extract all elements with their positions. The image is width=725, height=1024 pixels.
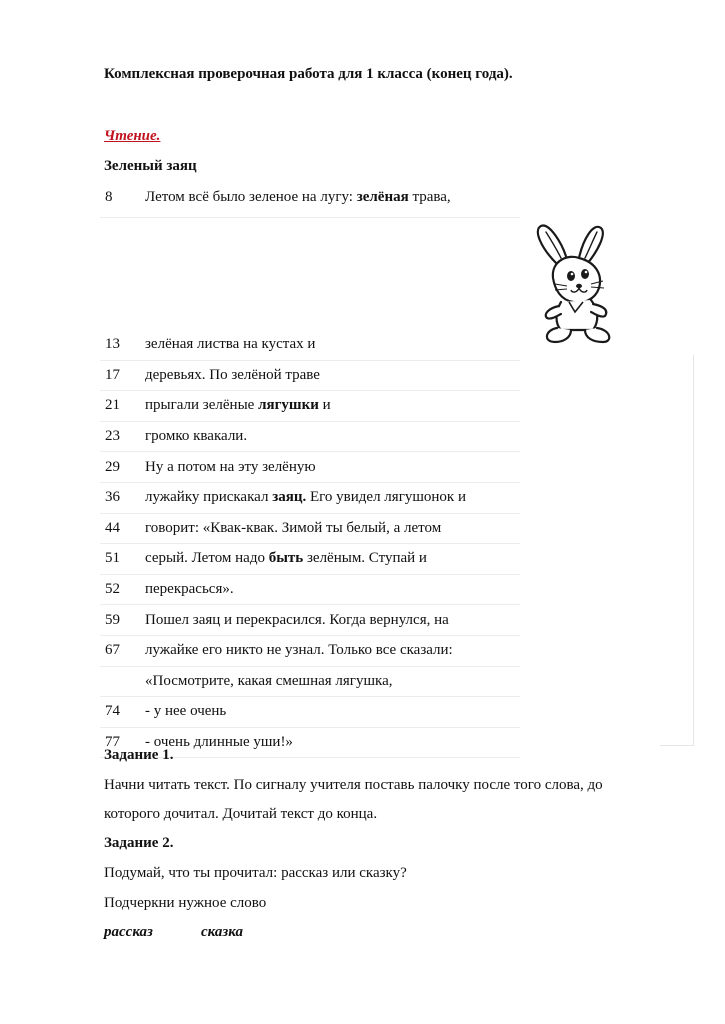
text-row <box>100 452 520 483</box>
word-count: 59 <box>105 611 120 628</box>
section-heading: Чтение. <box>104 128 161 144</box>
row-text: говорит: «Квак-квак. Зимой ты белый, а летом <box>145 519 442 536</box>
text-row <box>100 575 520 606</box>
row-text: Ну а потом на эту зелёную <box>145 458 316 475</box>
row-text: серый. Летом надо быть зелёным. Ступай и <box>145 550 427 567</box>
row-divider <box>100 217 520 218</box>
word-count: 67 <box>105 642 120 659</box>
text-row <box>100 544 520 575</box>
word-count: 13 <box>105 336 120 353</box>
word-count: 77 <box>105 734 120 751</box>
task1-text-line: которого дочитал. Дочитай текст до конца. <box>104 806 378 822</box>
option-skazka[interactable]: сказка <box>201 924 243 940</box>
word-count: 21 <box>105 397 120 414</box>
text-row <box>100 483 520 514</box>
task1-heading: Задание 1. <box>104 747 174 763</box>
task1-text-line: Начни читать текст. По сигналу учителя поставь палочку после того слова, до <box>104 777 603 793</box>
reading-table <box>100 182 520 758</box>
row-text: Пошел заяц и перекрасился. Когда вернулся, на <box>145 611 449 628</box>
text-row <box>100 391 520 422</box>
text-row <box>100 330 520 361</box>
word-count: 29 <box>105 458 120 475</box>
text-row <box>100 182 520 330</box>
row-text: перекрасься». <box>145 581 234 598</box>
text-row <box>100 636 520 667</box>
word-count: 8 <box>105 189 113 205</box>
row-text: «Посмотрите, какая смешная лягушка, <box>145 672 393 689</box>
word-count: 51 <box>105 550 120 567</box>
bunny-illustration <box>527 218 633 348</box>
row-text: Летом всё было зеленое на лугу: зелёная трава, <box>145 189 451 205</box>
word-count: 23 <box>105 428 120 445</box>
text-row <box>100 667 520 698</box>
frame-line <box>660 745 694 746</box>
row-text: - очень длинные уши!» <box>145 734 293 751</box>
row-text: лужайку прискакал заяц. Его увидел лягушонок и <box>145 489 466 506</box>
page-title: Комплексная проверочная работа для 1 класса (конец года). <box>104 66 513 82</box>
task2-text-line: Подчеркни нужное слово <box>104 895 267 911</box>
story-title: Зеленый заяц <box>104 158 197 174</box>
word-count: 74 <box>105 703 120 720</box>
row-text: деревьях. По зелёной траве <box>145 366 320 383</box>
word-count: 36 <box>105 489 120 506</box>
row-text: громко квакали. <box>145 428 248 445</box>
text-row <box>100 514 520 545</box>
word-count: 17 <box>105 366 120 383</box>
text-row <box>100 422 520 453</box>
word-count: 52 <box>105 581 120 598</box>
frame-line <box>693 355 694 745</box>
task2-heading: Задание 2. <box>104 835 174 851</box>
row-text: прыгали зелёные лягушки и <box>145 397 331 414</box>
text-row <box>100 697 520 728</box>
text-row <box>100 361 520 392</box>
option-rasskaz[interactable]: рассказ <box>104 924 153 940</box>
task2-text-line: Подумай, что ты прочитал: рассказ или сказку? <box>104 865 407 881</box>
text-row <box>100 605 520 636</box>
row-text: зелёная листва на кустах и <box>145 336 316 353</box>
row-text: лужайке его никто не узнал. Только все сказали: <box>145 642 453 659</box>
word-count: 44 <box>105 519 120 536</box>
row-text: - у нее очень <box>145 703 227 720</box>
